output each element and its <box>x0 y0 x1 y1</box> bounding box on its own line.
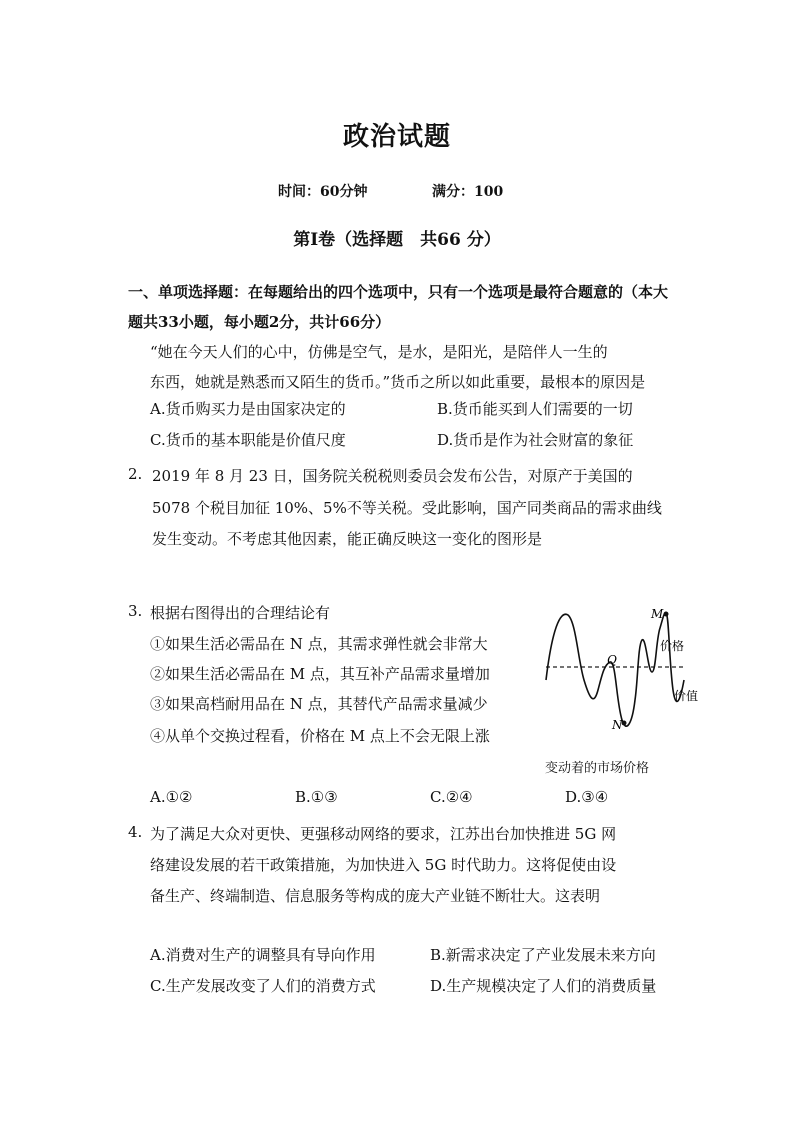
q3-number: 3. <box>128 602 143 620</box>
label-q: Q <box>607 653 617 667</box>
q4-stem-line-2: 络建设发展的若干政策措施，为加快进入 5G 时代助力。这将促使由设 <box>150 856 617 874</box>
point-m-dot <box>664 612 669 617</box>
q3-item-2: ②如果生活必需品在 M 点，其互补产品需求量增加 <box>150 665 490 683</box>
exam-time: 时间：60分钟 <box>278 184 368 200</box>
market-price-figure <box>538 600 708 740</box>
section-heading: 第Ⅰ卷（选择题 共66 分） <box>293 230 501 250</box>
q2-number: 2. <box>128 465 143 483</box>
q4-option-c: C.生产发展改变了人们的消费方式 <box>150 977 376 995</box>
full-score: 满分：100 <box>432 184 504 200</box>
q3-item-4: ④从单个交换过程看，价格在 M 点上不会无限上涨 <box>150 727 490 745</box>
q4-number: 4. <box>128 823 143 841</box>
q4-stem-line-3: 备生产、终端制造、信息服务等构成的庞大产业链不断壮大。这表明 <box>150 887 601 905</box>
label-value: 价值 <box>674 689 699 703</box>
q1-option-a: A.货币购买力是由国家决定的 <box>150 400 346 418</box>
q3-option-a: A.①② <box>150 788 193 806</box>
figure-caption: 变动着的市场价格 <box>545 761 650 776</box>
q3-stem: 根据右图得出的合理结论有 <box>150 604 331 622</box>
q4-option-a: A.消费对生产的调整具有导向作用 <box>150 946 376 964</box>
q2-stem-line-1: 2019 年 8 月 23 日，国务院关税税则委员会发布公告，对原产于美国的 <box>152 467 633 485</box>
q1-stem-line-1: “她在今天人们的心中，仿佛是空气，是水，是阳光，是陪伴人一生的 <box>150 343 608 361</box>
q3-item-1: ①如果生活必需品在 N 点，其需求弹性就会非常大 <box>150 635 488 653</box>
q3-item-3: ③如果高档耐用品在 N 点，其替代产品需求量减少 <box>150 695 488 713</box>
instructions-line-1: 一、单项选择题：在每题给出的四个选项中，只有一个选项是最符合题意的（本大 <box>128 283 669 301</box>
q4-option-d: D.生产规模决定了人们的消费质量 <box>430 977 657 995</box>
price-curve <box>546 613 684 726</box>
q1-stem-line-2: 东西，她就是熟悉而又陌生的货币。”货币之所以如此重要，最根本的原因是 <box>150 373 646 391</box>
q3-option-c: C.②④ <box>430 788 473 806</box>
label-m: M <box>651 607 664 621</box>
label-n: N <box>612 718 623 732</box>
q2-stem-line-2: 5078 个税目加征 10%、5%不等关税。受此影响，国产同类商品的需求曲线 <box>152 499 662 517</box>
q4-stem-line-1: 为了满足大众对更快、更强移动网络的要求，江苏出台加快推进 5G 网 <box>150 825 617 843</box>
q1-option-c: C.货币的基本职能是价值尺度 <box>150 431 346 449</box>
page-title: 政治试题 <box>342 122 451 152</box>
q4-option-b: B.新需求决定了产业发展未来方向 <box>430 946 656 964</box>
q3-option-d: D.③④ <box>565 788 609 806</box>
instructions-line-2: 题共33小题，每小题2分，共计66分） <box>128 313 391 331</box>
q2-stem-line-3: 发生变动。不考虑其他因素，能正确反映这一变化的图形是 <box>152 530 543 548</box>
label-price: 价格 <box>660 639 685 653</box>
q1-option-b: B.货币能买到人们需要的一切 <box>437 400 633 418</box>
q3-option-b: B.①③ <box>295 788 338 806</box>
q1-option-d: D.货币是作为社会财富的象征 <box>437 431 634 449</box>
